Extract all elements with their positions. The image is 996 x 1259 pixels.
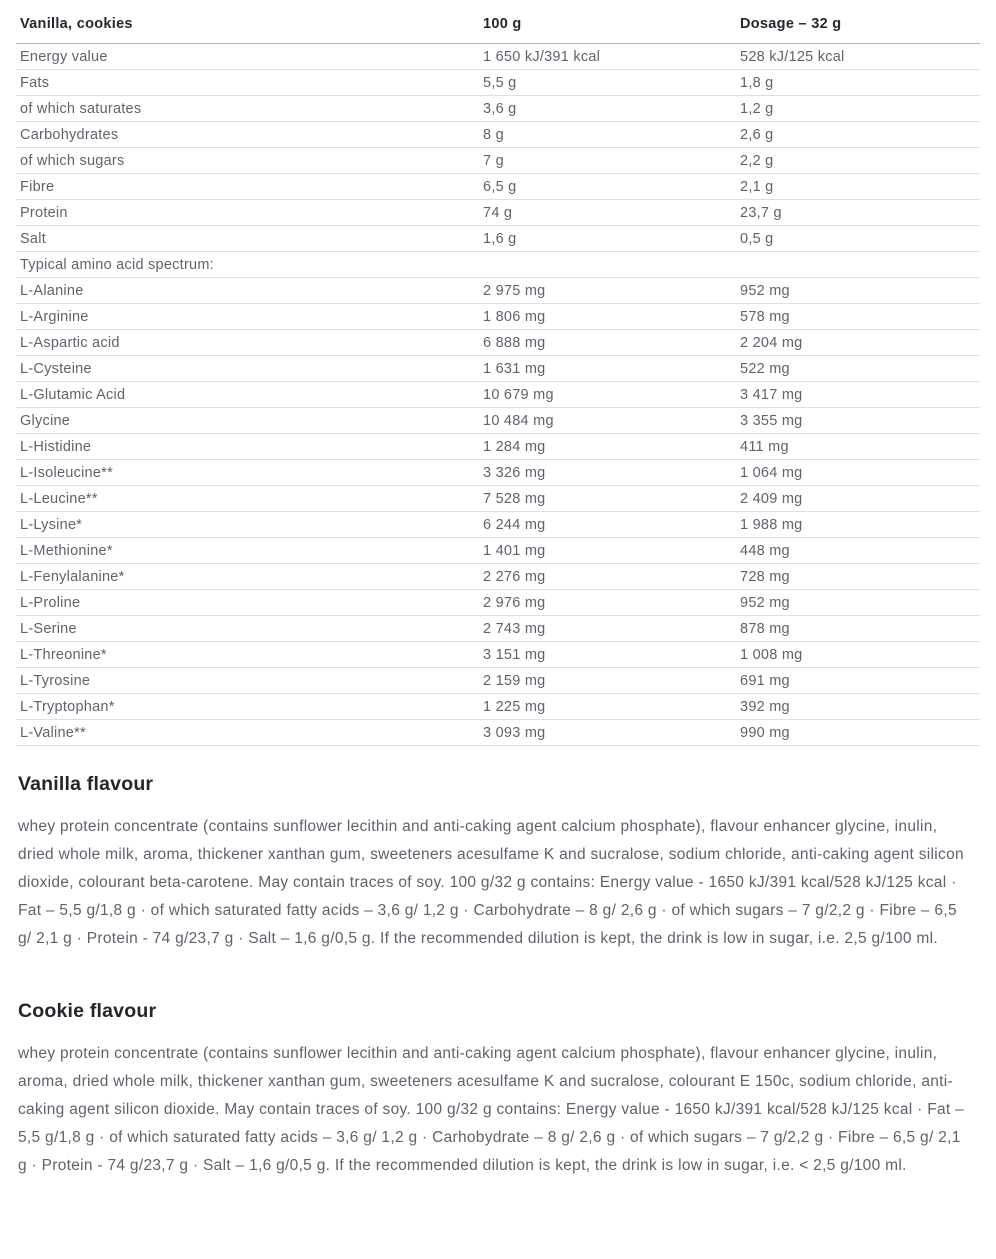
nutrient-name: L-Isoleucine**	[16, 460, 483, 486]
value-per-100g: 1 806 mg	[483, 304, 740, 330]
value-per-100g: 1 401 mg	[483, 538, 740, 564]
value-per-dosage: 1 988 mg	[740, 512, 980, 538]
value-per-100g: 10 679 mg	[483, 382, 740, 408]
nutrient-name: L-Cysteine	[16, 356, 483, 382]
table-row	[16, 330, 980, 356]
value-per-dosage: 1,8 g	[740, 70, 980, 96]
value-per-100g: 7 g	[483, 148, 740, 174]
nutrient-name: Energy value	[16, 44, 483, 70]
vanilla-flavour-heading: Vanilla flavour	[18, 773, 154, 795]
table-row	[16, 668, 980, 694]
table-row	[16, 44, 980, 70]
value-per-dosage: 578 mg	[740, 304, 980, 330]
table-header-row	[16, 8, 980, 44]
value-per-dosage: 952 mg	[740, 278, 980, 304]
value-per-dosage: 2,2 g	[740, 148, 980, 174]
nutrient-name: of which sugars	[16, 148, 483, 174]
nutrient-name: L-Histidine	[16, 434, 483, 460]
table-row	[16, 460, 980, 486]
value-per-dosage: 1 008 mg	[740, 642, 980, 668]
value-per-100g: 5,5 g	[483, 70, 740, 96]
table-row	[16, 200, 980, 226]
value-per-100g: 2 976 mg	[483, 590, 740, 616]
nutrient-name: L-Proline	[16, 590, 483, 616]
table-row	[16, 538, 980, 564]
table-row	[16, 486, 980, 512]
table-row	[16, 122, 980, 148]
table-header-product: Vanilla, cookies	[16, 8, 483, 44]
nutrient-name: Fibre	[16, 174, 483, 200]
value-per-dosage: 23,7 g	[740, 200, 980, 226]
value-per-dosage: 3 355 mg	[740, 408, 980, 434]
value-per-dosage: 411 mg	[740, 434, 980, 460]
table-row	[16, 96, 980, 122]
nutrient-name: L-Threonine*	[16, 642, 483, 668]
flavour-section-cookie	[16, 1000, 980, 1180]
cookie-flavour-ingredients: whey protein concentrate (contains sunflower lecithin and anti-caking agent calcium phosphate), flavour enhancer glycine, inulin, aroma, dried whole milk, thickener xanthan gum, sweeteners acesulfame K and sucralose, colourant E 150c, sodium chloride, anti-caking agent silicon dioxide. May contain traces of soy. 100 g/32 g contains: Energy value - 1650 kJ/391 kcal/528 kJ/125 kcal · Fat – 5,5 g/1,8 g · of which saturated fatty acids – 3,6 g/ 1,2 g · Carhobydrate – 8 g/ 2,6 g · of which sugars – 7 g/2,2 g · Fibre – 6,5 g/ 2,1 g · Protein - 74 g/23,7 g · Salt – 1,6 g/0,5 g. If the recommended dilution is kept, the drink is low in sugar, i.e. < 2,5 g/100 ml.	[18, 1045, 965, 1174]
table-row	[16, 70, 980, 96]
value-per-100g: 3,6 g	[483, 96, 740, 122]
value-per-100g: 3 151 mg	[483, 642, 740, 668]
value-per-100g: 3 093 mg	[483, 720, 740, 746]
value-per-dosage: 691 mg	[740, 668, 980, 694]
value-per-dosage: 392 mg	[740, 694, 980, 720]
value-per-100g: 6 244 mg	[483, 512, 740, 538]
value-per-100g: 2 276 mg	[483, 564, 740, 590]
nutrient-name: Glycine	[16, 408, 483, 434]
value-per-dosage: 2,6 g	[740, 122, 980, 148]
nutrient-name: L-Arginine	[16, 304, 483, 330]
table-row	[16, 408, 980, 434]
table-row	[16, 512, 980, 538]
nutrient-name: L-Glutamic Acid	[16, 382, 483, 408]
value-per-100g: 8 g	[483, 122, 740, 148]
value-per-100g: 7 528 mg	[483, 486, 740, 512]
value-per-100g: 2 743 mg	[483, 616, 740, 642]
table-row	[16, 174, 980, 200]
value-per-100g: 10 484 mg	[483, 408, 740, 434]
table-row	[16, 720, 980, 746]
table-row	[16, 694, 980, 720]
value-per-dosage: 728 mg	[740, 564, 980, 590]
table-row	[16, 304, 980, 330]
value-per-100g: 2 159 mg	[483, 668, 740, 694]
nutrient-name: L-Alanine	[16, 278, 483, 304]
nutrient-name: L-Leucine**	[16, 486, 483, 512]
table-header-per-100g: 100 g	[483, 8, 740, 44]
nutrient-name: Salt	[16, 226, 483, 252]
vanilla-flavour-ingredients: whey protein concentrate (contains sunflower lecithin and anti-caking agent calcium phosphate), flavour enhancer glycine, inulin, dried whole milk, aroma, thickener xanthan gum, sweeteners acesulfame K and sucralose, sodium chloride, anti-caking agent silicon dioxide, colourant beta-carotene. May contain traces of soy. 100 g/32 g contains: Energy value - 1650 kJ/391 kcal/528 kJ/125 kcal · Fat – 5,5 g/1,8 g · of which saturated fatty acids – 3,6 g/ 1,2 g · Carbohydrate – 8 g/ 2,6 g · of which sugars – 7 g/2,2 g · Fibre – 6,5 g/ 2,1 g · Protein - 74 g/23,7 g · Salt – 1,6 g/0,5 g. If the recommended dilution is kept, the drink is low in sugar, i.e. 2,5 g/100 ml.	[18, 818, 964, 947]
value-per-100g: 3 326 mg	[483, 460, 740, 486]
nutrient-name: L-Tryptophan*	[16, 694, 483, 720]
nutrient-name: L-Lysine*	[16, 512, 483, 538]
nutrient-name: Carbohydrates	[16, 122, 483, 148]
value-per-dosage: 528 kJ/125 kcal	[740, 44, 980, 70]
table-row	[16, 278, 980, 304]
nutrient-name: Fats	[16, 70, 483, 96]
value-per-100g: 6,5 g	[483, 174, 740, 200]
value-per-dosage: 990 mg	[740, 720, 980, 746]
value-per-100g: 1 650 kJ/391 kcal	[483, 44, 740, 70]
nutrient-name: L-Tyrosine	[16, 668, 483, 694]
table-row	[16, 642, 980, 668]
value-per-dosage: 2 409 mg	[740, 486, 980, 512]
table-section-label: Typical amino acid spectrum:	[16, 252, 980, 278]
value-per-100g: 1 225 mg	[483, 694, 740, 720]
value-per-dosage: 0,5 g	[740, 226, 980, 252]
nutrition-table-body	[16, 44, 980, 746]
value-per-dosage: 1,2 g	[740, 96, 980, 122]
nutrient-name: Protein	[16, 200, 483, 226]
table-row	[16, 616, 980, 642]
value-per-dosage: 878 mg	[740, 616, 980, 642]
value-per-dosage: 3 417 mg	[740, 382, 980, 408]
table-row	[16, 434, 980, 460]
value-per-100g: 1 284 mg	[483, 434, 740, 460]
value-per-100g: 2 975 mg	[483, 278, 740, 304]
cookie-flavour-heading: Cookie flavour	[18, 1000, 157, 1022]
table-row	[16, 382, 980, 408]
value-per-100g: 1 631 mg	[483, 356, 740, 382]
nutrient-name: L-Aspartic acid	[16, 330, 483, 356]
value-per-dosage: 952 mg	[740, 590, 980, 616]
value-per-100g: 74 g	[483, 200, 740, 226]
value-per-100g: 6 888 mg	[483, 330, 740, 356]
nutrient-name: L-Methionine*	[16, 538, 483, 564]
value-per-100g: 1,6 g	[483, 226, 740, 252]
value-per-dosage: 522 mg	[740, 356, 980, 382]
nutrient-name: L-Fenylalanine*	[16, 564, 483, 590]
table-row	[16, 226, 980, 252]
nutrient-name: L-Serine	[16, 616, 483, 642]
table-row	[16, 148, 980, 174]
nutrient-name: L-Valine**	[16, 720, 483, 746]
nutrition-table-header	[16, 8, 980, 44]
value-per-dosage: 2,1 g	[740, 174, 980, 200]
nutrition-table	[16, 8, 980, 746]
table-row	[16, 564, 980, 590]
table-header-dosage: Dosage – 32 g	[740, 8, 980, 44]
flavour-section-vanilla	[16, 773, 980, 953]
table-section-row	[16, 252, 980, 278]
table-row	[16, 356, 980, 382]
nutrient-name: of which saturates	[16, 96, 483, 122]
value-per-dosage: 2 204 mg	[740, 330, 980, 356]
value-per-dosage: 1 064 mg	[740, 460, 980, 486]
table-row	[16, 590, 980, 616]
value-per-dosage: 448 mg	[740, 538, 980, 564]
